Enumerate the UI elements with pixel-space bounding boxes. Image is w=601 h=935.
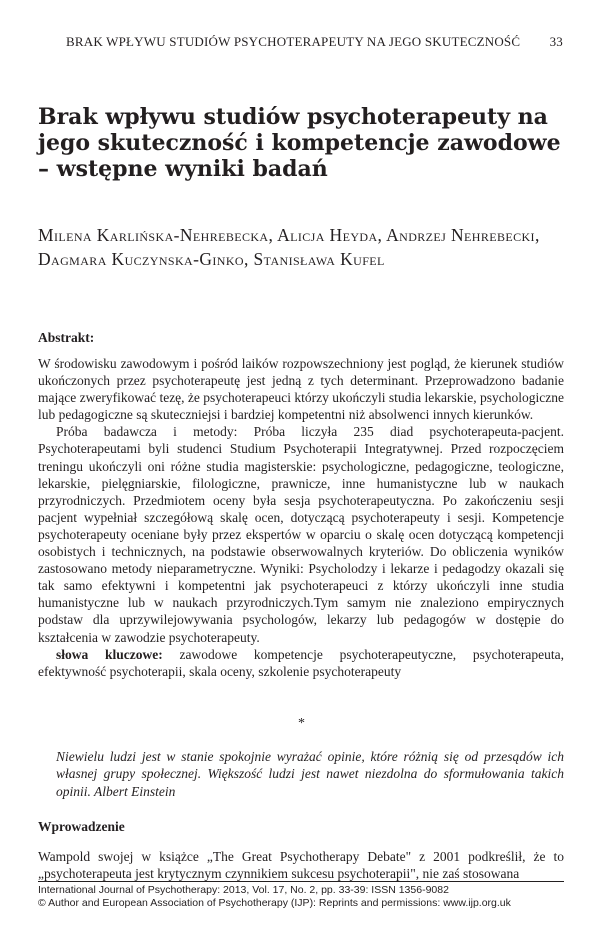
introduction-body: [38, 848, 564, 882]
page-footer: [38, 881, 564, 909]
body-paragraph: Wampold swojej w książce „The Great Psychotherapy Debate" z 2001 podkreślił, że to „psychoterapeuta jest krytycznym czynnikiem sukcesu psychoterapii", nie zaś stosowana: [38, 849, 564, 882]
abstract-paragraph: Próba badawcza i metody: Próba liczyła 235 diad psychoterapeuta-pacjent. Psychoterapeutami byli studenci Studium Psychoterapii Integratywnej. Przed rozpoczęciem treningu ukończyli oni różne studia magisterskie: psychologiczne, pedagogiczne, teologiczne, lekarskie, pielęgniarskie, filologiczne, prawnicze, inne humanistyczne lub w naukach przyrodniczych. Przedmiotem oceny była sesja psychoterapeutyczna. Po zakończeniu sesji pacjent wypełniał szczegółową skalę ocen, dotyczącą psychoterapeuty i sesji. Kompetencje psychoterapeuty oceniane były przez ekspertów w oparciu o skalę ocen dotyczącą kompetencji osobistych i technicznych, na podstawie obserwowalnych kryteriów. Do obliczenia wyników zastosowano metody nieparametryczne. Wyniki: Psycholodzy i lekarze i pedagodzy okazali się tak samo efektywni i kompetentni jak psychoterapeuci z którzy ukończyli inne studia humanistyczne lub w naukach przyrodniczych.Tym samym nie znaleziono empirycznych podstaw dla uprzywilejowywania psychologów, lekarzy lub pedagogów w dostępie do kształcenia w zawodzie psychoterapeuty.: [38, 424, 564, 645]
footer-citation: International Journal of Psychotherapy: 2013, Vol. 17, No. 2, pp. 33-39: ISSN 1356-9082: [38, 884, 449, 896]
running-head-title: BRAK WPŁYWU STUDIÓW PSYCHOTERAPEUTY NA JEGO SKUTECZNOŚĆ: [66, 34, 521, 49]
abstract-heading: Abstrakt:: [38, 330, 95, 345]
footer-copyright: © Author and European Association of Psychotherapy (IJP): Reprints and permissions: www.ijp.org.uk: [38, 896, 511, 909]
section-separator: *: [298, 716, 305, 731]
epigraph-quote: Niewielu ludzi jest w stanie spokojnie wyrażać opinie, które różnią się od przesądów ich własnej grupy społecznej. Większość ludzi jest nawet niezdolna do sformułowania takich opinii. Albert Einstein: [56, 749, 564, 799]
keywords-text: zawodowe kompetencje psychoterapeutyczne, psychoterapeuta, efektywność psychoterapii, skala oceny, szkolenie psychoterapeuty: [38, 646, 564, 679]
section-heading-introduction: Wprowadzenie: [38, 819, 125, 834]
abstract-body: [38, 355, 564, 680]
keywords-paragraph: [38, 646, 564, 680]
page-number: 33: [549, 34, 563, 49]
article-title: Brak wpływu studiów psychoterapeuty na jego skuteczność i kompetencje zawodowe – wstępne wyniki badań: [38, 104, 561, 182]
author-list: Milena Karlińska-Nehrebecka, Alicja Heyda, Andrzej Nehrebecki, Dagmara Kuczynska-Ginko, Stanisława Kufel: [38, 225, 540, 269]
keywords-label: słowa kluczowe:: [56, 646, 163, 662]
abstract-paragraph: W środowisku zawodowym i pośród laików rozpowszechniony jest pogląd, że kierunek studiów ukończonych przez psychoterapeutę jest jedną z tych determinant. Przeprowadzono badanie mające zweryfikować tezę, że psychoterapeuci którzy ukończyli studia lekarskie, psychologiczne lub pedagogiczne są skuteczniejsi i bardziej kompetentni niż absolwenci innych kierunków.: [38, 356, 564, 423]
